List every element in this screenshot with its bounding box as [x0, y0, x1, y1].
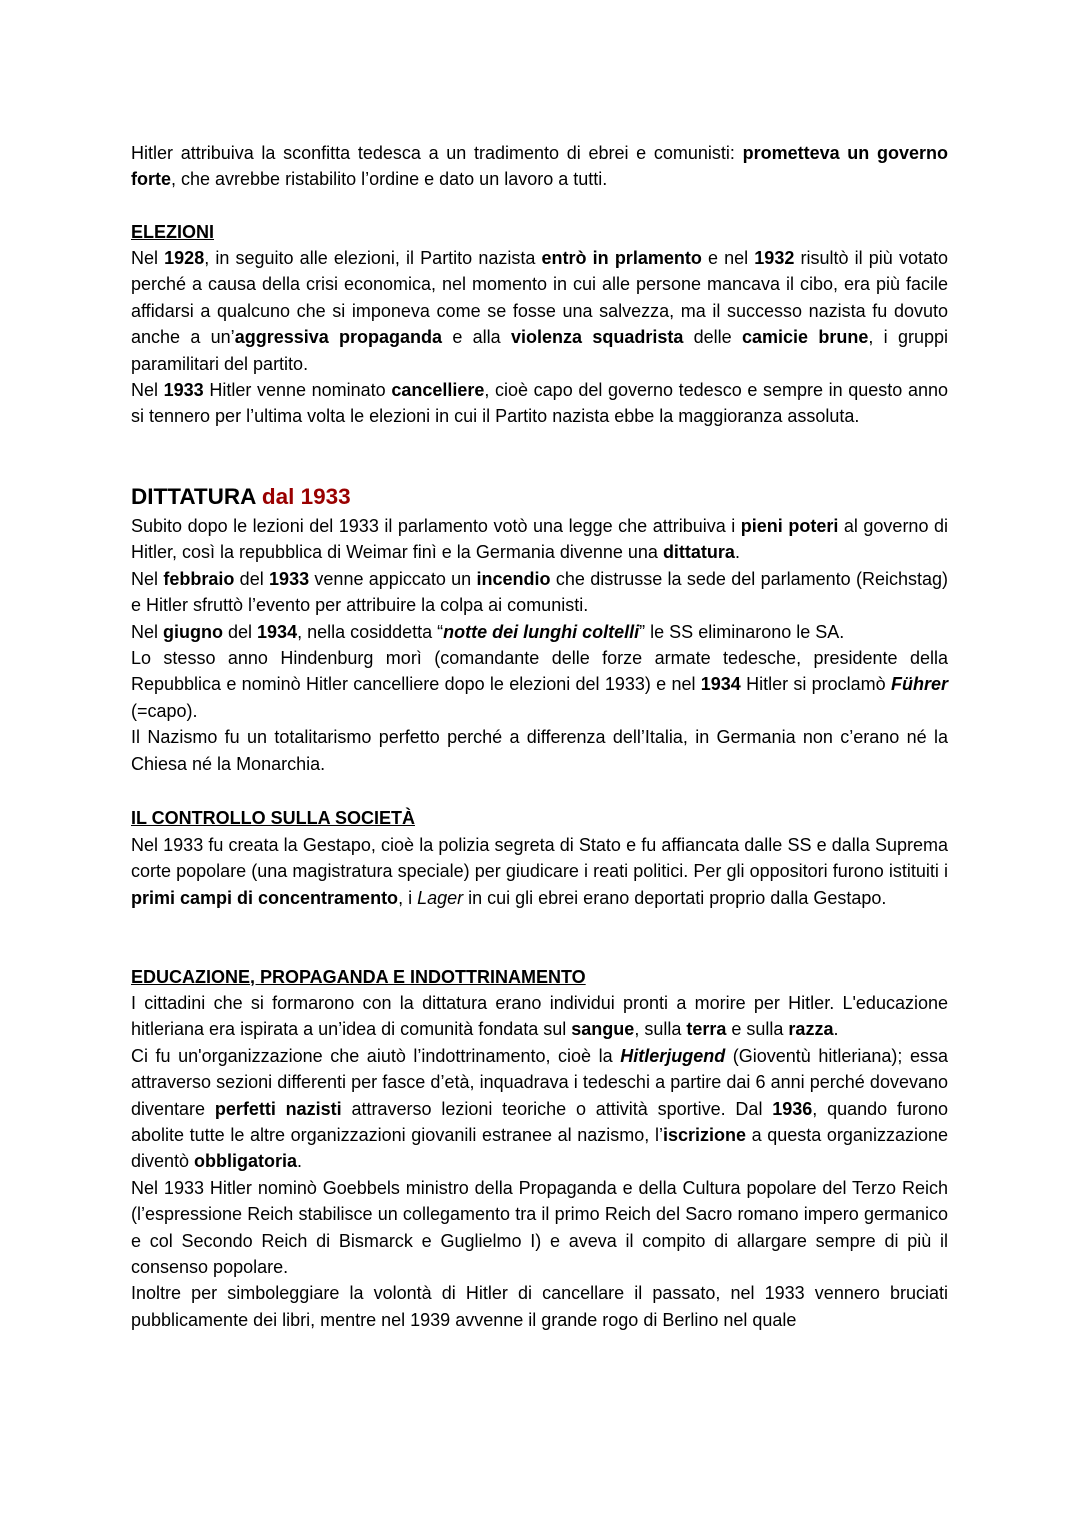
bold-text: prometteva un governo forte [131, 143, 948, 190]
heading-accent: dal 1933 [261, 484, 351, 509]
text: , sulla [634, 1019, 687, 1040]
text: , nella cosiddetta “ [297, 621, 444, 642]
text: Il Nazismo fu un totalitarismo perfetto perché a differenza dell’Italia, in Germania non c’erano né la Chiesa né la Monarchia. [131, 727, 948, 774]
paragraph [131, 724, 948, 777]
text: Nel [131, 380, 164, 401]
text: , che avrebbe ristabilito l’ordine e dato un lavoro a tutti. [171, 169, 608, 190]
paragraph [131, 619, 948, 645]
text: , i [398, 887, 418, 908]
text: del [234, 568, 270, 589]
text: I cittadini che si formarono con la dittatura erano individui pronti a morire per Hitler. L'educazione hitleriana era ispirata a un’idea di comunità fondata sul [131, 993, 948, 1040]
bold-text: entrò in prlamento [541, 248, 702, 268]
section-heading-elezioni: ELEZIONI [131, 222, 215, 242]
bold-text: incendio [476, 568, 551, 589]
bold-text: pieni poteri [740, 516, 839, 536]
text: Hitler si proclamò [740, 674, 891, 695]
text: . [833, 1019, 839, 1040]
bold-text: sangue [571, 1019, 635, 1040]
bold-text: camicie brune [742, 327, 869, 348]
text: , in seguito alle elezioni, il Partito nazista [204, 248, 542, 268]
bold-text: 1932 [754, 248, 795, 268]
bold-text: 1934 [700, 674, 741, 695]
intro-section [131, 140, 948, 193]
paragraph [131, 1043, 948, 1175]
bold-text: 1933 [163, 380, 204, 401]
italic-text: Lager [417, 887, 464, 908]
text: Nel [131, 248, 165, 268]
section-heading-controllo: IL CONTROLLO SULLA SOCIETÀ [131, 808, 415, 828]
bold-text: violenza squadrista [511, 327, 684, 348]
text: e nel [701, 248, 755, 268]
bold-text: perfetti nazisti [214, 1098, 342, 1119]
text: a questa organizzazione diventò [131, 1125, 948, 1172]
text: al governo di Hitler, così la repubblica di Weimar finì e la Germania divenne una [131, 516, 948, 563]
text: e sulla [726, 1019, 789, 1040]
section-heading-dittatura [131, 482, 948, 512]
text: Inoltre per simboleggiare la volontà di Hitler di cancellare il passato, nel 1933 vennero bruciati pubblicamente dei libri, mentre nel 1939 avvenne il grande rogo di Berlino nel quale [131, 1283, 948, 1330]
paragraph [131, 1280, 948, 1333]
text: del [223, 621, 258, 642]
paragraph [131, 140, 948, 193]
paragraph [131, 990, 948, 1043]
elezioni-body [131, 245, 948, 430]
paragraph [131, 513, 948, 566]
paragraph [131, 566, 948, 619]
text: delle [683, 327, 742, 348]
text: Subito dopo le lezioni del 1933 il parlamento votò una legge che attribuiva i [131, 516, 741, 536]
text: , quando furono abolite tutte le altre organizzazioni giovanili estranee al nazismo, l’ [131, 1098, 948, 1146]
bold-text: febbraio [163, 568, 235, 589]
bold-text: Hitlerjugend [620, 1045, 726, 1066]
text: ” le SS eliminarono le SA. [639, 621, 845, 642]
text: (=capo). [131, 700, 198, 721]
bold-text: 1933 [269, 568, 310, 589]
text: che distrusse la sede del parlamento (Reichstag) e Hitler sfruttò l’evento per attribuire la colpa ai comunisti. [131, 568, 949, 616]
bold-text: primi campi di concentramento [131, 887, 399, 908]
text: Nel 1933 Hitler nominò Goebbels ministro della Propaganda e della Cultura popolare del Terzo Reich (l’espressione Reich stabilisce un collegamento tra il primo Reich del Sacro romano impero germanico e col Secondo Reich di Bismarck e Guglielmo I) e aveva il compito di allargare sempre di più il consenso popolare. [131, 1177, 948, 1278]
paragraph [131, 832, 948, 911]
text: e alla [442, 327, 511, 348]
paragraph [131, 1175, 948, 1281]
text: . [297, 1151, 303, 1172]
bold-text: iscrizione [662, 1125, 746, 1146]
bold-text: razza [788, 1019, 834, 1040]
controllo-body [131, 832, 948, 911]
text: Hitler venne nominato [203, 380, 392, 401]
heading-text: DITTATURA [131, 484, 256, 509]
paragraph [131, 645, 948, 724]
text: Nel [131, 621, 164, 642]
bold-text: cancelliere [391, 380, 485, 401]
section-heading-educazione: EDUCAZIONE, PROPAGANDA E INDOTTRINAMENTO [131, 967, 586, 987]
text: Nel 1933 fu creata la Gestapo, cioè la polizia segreta di Stato e fu affiancata dalle SS e dalla Suprema corte popolare (una magistratura speciale) per giudicare i reati politici. Per gli oppositori furono istituiti i [131, 835, 948, 882]
bold-text: dittatura [662, 542, 735, 563]
bold-text: Führer [890, 674, 948, 695]
bold-text: notte dei lunghi coltelli [443, 621, 640, 642]
bold-text: 1934 [257, 621, 298, 642]
text: (Gioventù hitleriana); essa attraverso sezioni differenti per fasce d’età, inquadrava i tedeschi a partire dai 6 anni perché dovevano diventare [131, 1045, 949, 1119]
text: , i gruppi paramilitari del partito. [131, 327, 948, 374]
text: . [734, 542, 740, 563]
text: Lo stesso anno Hindenburg morì (comandante delle forze armate tedesche, presidente della Repubblica e nominò Hitler cancelliere dopo le elezioni del 1933) e nel [131, 648, 948, 695]
paragraph [131, 245, 948, 377]
bold-text: giugno [163, 621, 223, 642]
text: Nel [131, 568, 164, 589]
bold-text: 1936 [772, 1098, 813, 1119]
text: Ci fu un'organizzazione che aiutò l’indottrinamento, cioè la [131, 1045, 621, 1066]
text: Hitler attribuiva la sconfitta tedesca a un tradimento di ebrei e comunisti: [131, 143, 743, 163]
bold-text: obbligatoria [194, 1151, 298, 1172]
bold-text: aggressiva propaganda [234, 327, 443, 348]
text: , cioè capo del governo tedesco e sempre in questo anno si tennero per l’ultima volta le elezioni in cui il Partito nazista ebbe la maggioranza assoluta. [131, 380, 948, 427]
educazione-body [131, 990, 948, 1333]
bold-text: terra [686, 1019, 727, 1040]
bold-text: 1928 [164, 248, 205, 268]
text: risultò il più votato perché a causa della crisi economica, nel momento in cui alle persone mancava il cibo, era più facile affidarsi a qualcuno che si imponeva come se fosse una salvezza, ma il successo nazista fu dovuto anche a un’ [131, 248, 948, 348]
paragraph [131, 377, 948, 430]
text: in cui gli ebrei erano deportati proprio dalla Gestapo. [463, 887, 887, 908]
dittatura-body [131, 513, 948, 777]
text: attraverso lezioni teoriche o attività sportive. Dal [341, 1098, 773, 1119]
text: venne appiccato un [309, 568, 477, 589]
